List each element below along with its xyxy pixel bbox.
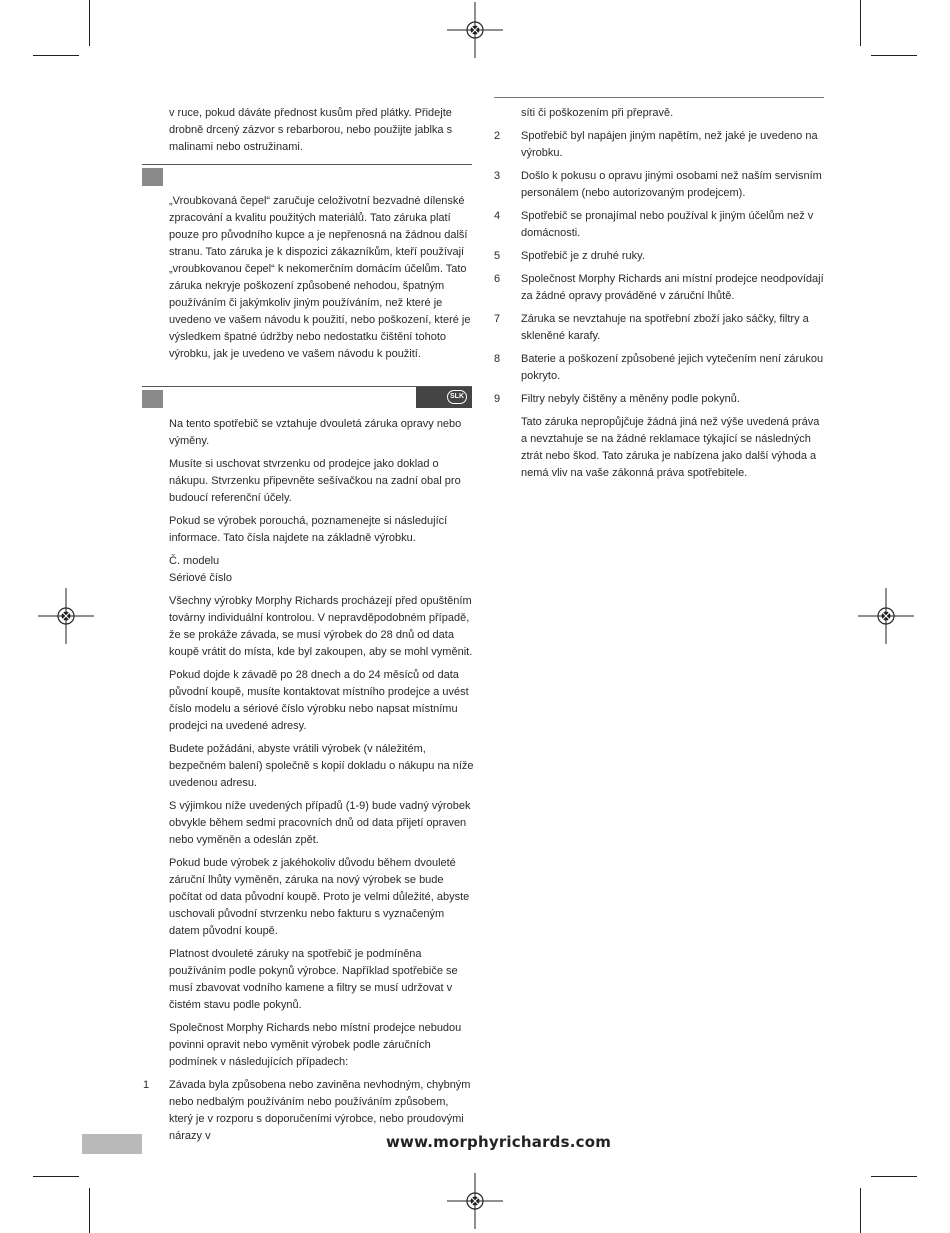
exclusion-text: Baterie a poškození způsobené jejich vytečením není zárukou pokryto.: [521, 353, 824, 382]
section-header-bar: [142, 386, 472, 408]
exclusion-number: 9: [494, 393, 501, 405]
intro-paragraph: [169, 105, 474, 162]
warranty-paragraph: Musíte si uschovat stvrzenku od prodejce jako doklad o nákupu. Stvrzenku připevněte sešívačkou na zadní obal pro budoucí referenční účely.: [169, 458, 461, 504]
crop-mark: [33, 55, 79, 56]
exclusion-item: [494, 128, 824, 162]
section-header-bar: [142, 164, 472, 186]
top-rule: [494, 97, 824, 98]
guarantee-text: „Vroubkovaná čepel“ zaručuje celoživotní bezvadné dílenské zpracování a kvalitu použitých materiálů. Tato záruka platí pouze pro původního kupce a je nepřenosná na žádnou další stranu. Tato záruka je k dispozici zákazníkům, kteří používají „vroubkovanou čepel“ k nekomerčním domácím účelům. Tato záruka nekryje poškození způsobené nehodou, špatným používáním či jakýmkoliv jiným používáním, než které je uvedeno ve vašem návodu k použití, nebo poškození, které je výsledkem špatné údržby nebo nedostatku čištění tohoto výrobku, jak je uvedeno ve vašem návodu k použití.: [169, 195, 471, 360]
exclusion-text: Záruka se nevztahuje na spotřební zboží jako sáčky, filtry a skleněné karafy.: [521, 313, 809, 342]
warranty-paragraph: Platnost dvouleté záruky na spotřebič je podmíněna používáním podle pokynů výrobce. Například spotřebiče se musí zbavovat vodního kamene a filtry se musí udržovat v čistém stavu podle pokynů.: [169, 948, 458, 1011]
exclusion-item: [494, 208, 824, 242]
exclusion-number: 5: [494, 250, 501, 262]
serial-label: Sériové číslo: [169, 572, 232, 584]
crop-mark: [860, 1188, 861, 1233]
exclusion-text: Došlo k pokusu o opravu jinými osobami než naším servisním personálem (nebo autorizovaným prodejcem).: [521, 170, 822, 199]
exclusion-number: 8: [494, 353, 501, 365]
exclusion-item: [494, 248, 824, 265]
right-column: [494, 105, 824, 488]
language-badge: SLK: [446, 389, 468, 405]
exclusion-item: [494, 311, 824, 345]
exclusion-number: 7: [494, 313, 501, 325]
registration-mark-icon: [38, 588, 94, 644]
exclusion-text: Spotřebič byl napájen jiným napětím, než jaké je uvedeno na výrobku.: [521, 130, 818, 159]
registration-mark-icon: [447, 1173, 503, 1229]
crop-mark: [871, 1176, 917, 1177]
registration-mark-icon: [447, 2, 503, 58]
crop-mark: [89, 1188, 90, 1233]
website-link[interactable]: www.morphyrichards.com: [386, 1133, 612, 1151]
exclusion-item: [494, 168, 824, 202]
exclusion-number: 3: [494, 170, 501, 182]
exclusion-text: Spotřebič je z druhé ruky.: [521, 250, 645, 262]
exclusion-text: Filtry nebyly čištěny a měněny podle pokynů.: [521, 393, 740, 405]
section-marker: [142, 390, 163, 408]
warranty-paragraph: Pokud dojde k závadě po 28 dnech a do 24 měsíců od data původní koupě, musíte kontaktovat místního prodejce a uvést číslo modelu a sériové číslo výrobku nebo napsat místnímu prodejci na uvedené adresy.: [169, 669, 469, 732]
exclusion-number: 4: [494, 210, 501, 222]
exclusion-number: 1: [143, 1079, 150, 1091]
section-warranty: [143, 416, 474, 1151]
crop-mark: [860, 0, 861, 46]
warranty-paragraph: Na tento spotřebič se vztahuje dvouletá záruka opravy nebo výměny.: [169, 418, 462, 447]
exclusion-item: [494, 391, 824, 408]
exclusion-text: Závada byla způsobena nebo zaviněna nevhodným, chybným nebo nedbalým používáním nebo používáním způsobem, který je v rozporu s doporučeními výrobce, nebo proudovými nárazy v: [169, 1079, 471, 1142]
exclusion-text: Spotřebič se pronajímal nebo používal k jiným účelům než v domácnosti.: [521, 210, 814, 239]
exclusion-text: Společnost Morphy Richards ani místní prodejce neodpovídají za žádné opravy prováděné v záruční lhůtě.: [521, 273, 824, 302]
warranty-paragraph: S výjimkou níže uvedených případů (1-9) bude vadný výrobek obvykle během sedmi pracovních dnů od data přijetí opraven nebo vyměněn a odeslán zpět.: [169, 800, 471, 846]
warranty-paragraph: Pokud bude výrobek z jakéhokoliv důvodu během dvouleté záruční lhůty vyměněn, záruka na nový výrobek se bude počítat od data původní koupě. Proto je velmi důležité, abyste uschovali původní stvrzenku nebo fakturu s vyznačeným datem původní koupě.: [169, 857, 470, 937]
warranty-paragraph: Společnost Morphy Richards nebo místní prodejce nebudou povinni opravit nebo vyměnit výrobek podle záručních podmínek v následujících případech:: [169, 1022, 462, 1068]
page-number-box: [82, 1134, 142, 1154]
exclusion-number: 2: [494, 130, 501, 142]
intro-text: v ruce, pokud dáváte přednost kusům před plátky. Přidejte drobně drcený zázvor s rebarborou, nebo použijte jablka s malinami nebo ostružinami.: [169, 107, 453, 153]
warranty-paragraph: Pokud se výrobek porouchá, poznamenejte si následující informace. Tato čísla najdete na základně výrobku.: [169, 515, 448, 544]
exclusion-number: 6: [494, 273, 501, 285]
exclusion-item: [494, 351, 824, 385]
warranty-paragraph: Budete požádáni, abyste vrátili výrobek (v náležitém, bezpečném balení) společně s kopií dokladu o nákupu na níže uvedenou adresu.: [169, 743, 474, 789]
registration-mark-icon: [858, 588, 914, 644]
crop-mark: [33, 1176, 79, 1177]
closing-text: Tato záruka nepropůjčuje žádná jiná než výše uvedená práva a nevztahuje se na žádné reklamace týkající se následných ztrát nebo škod. Tato záruka je nabízena jako další výhoda a nemá vliv na vaše zákonná práva spotřebitele.: [521, 416, 820, 479]
warranty-paragraph: Všechny výrobky Morphy Richards procházejí před opuštěním továrny individuální kontrolou. V nepravděpodobném případě, že se prokáže závada, se musí výrobek do 28 dnů od data koupě vrátit do místa, kde byl zakoupen, aby se mohl vyměnit.: [169, 595, 473, 658]
language-tab: [416, 387, 472, 408]
section-guarantee: [169, 193, 474, 369]
crop-mark: [871, 55, 917, 56]
exclusion-item: [494, 271, 824, 305]
model-label: Č. modelu: [169, 555, 220, 567]
section-marker: [142, 168, 163, 186]
crop-mark: [89, 0, 90, 46]
continuation-text: síti či poškozením při přepravě.: [521, 107, 674, 119]
